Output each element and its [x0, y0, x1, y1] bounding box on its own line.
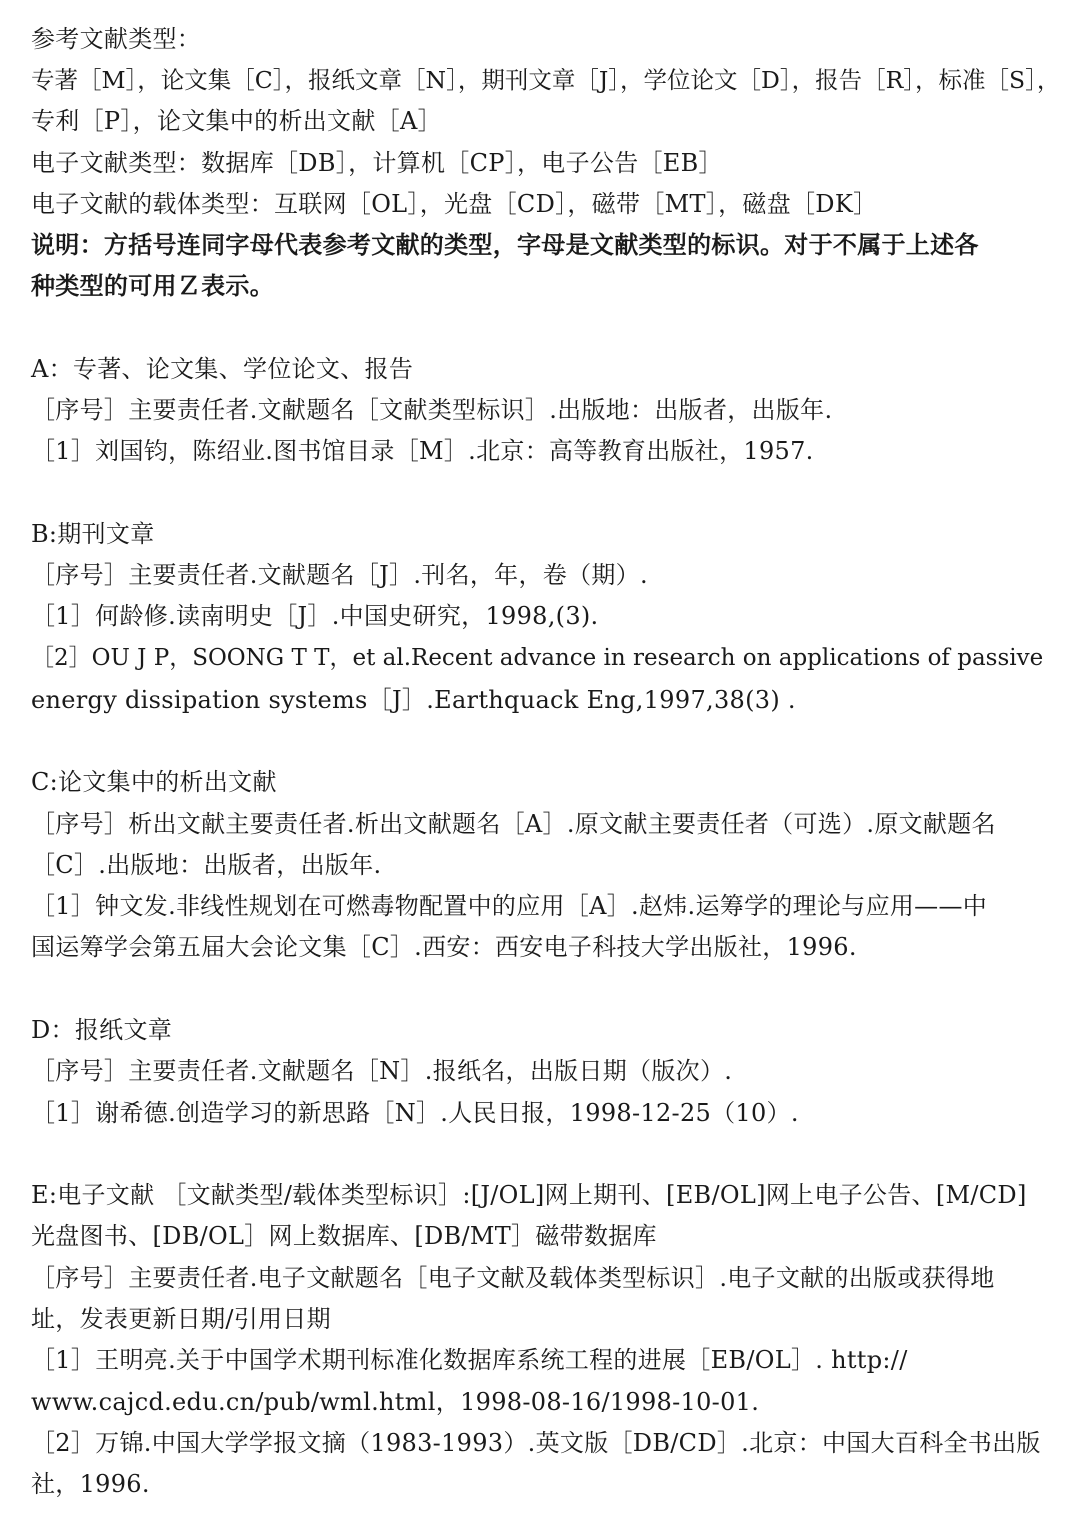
note-line-2: 种类型的可用Ｚ表示。 [31, 272, 274, 300]
section-e-title-line-1: E:电子文献 ［文献类型/载体类型标识］:[J/OL]网上期刊、[EB/OL]网上电子公告、[M/CD] [31, 1181, 1027, 1209]
section-e-format-line-1: ［序号］主要责任者.电子文献题名［电子文献及载体类型标识］.电子文献的出版或获得地 [31, 1264, 995, 1292]
section-b-title: B:期刊文章 [31, 520, 155, 548]
section-d-example-1: ［1］谢希德.创造学习的新思路［N］.人民日报，1998-12-25（10）. [31, 1099, 799, 1127]
section-c-format-line-1: ［序号］析出文献主要责任者.析出文献题名［A］.原文献主要责任者（可选）.原文献题名 [31, 810, 996, 838]
section-a-example-1: ［1］刘国钧，陈绍业.图书馆目录［M］.北京：高等教育出版社，1957. [31, 437, 814, 465]
section-e-example-2-line-2: 社，1996. [31, 1470, 150, 1498]
note-line-1: 说明：方括号连同字母代表参考文献的类型，字母是文献类型的标识。对于不属于上述各 [31, 231, 979, 259]
section-d-title: D：报纸文章 [31, 1016, 173, 1044]
section-c-example-1-line-1: ［1］钟文发.非线性规划在可燃毒物配置中的应用［A］.赵炜.运筹学的理论与应用——中 [31, 892, 988, 920]
section-e-title-line-2: 光盘图书、[DB/OL］网上数据库、[DB/MT］磁带数据库 [31, 1222, 657, 1250]
section-a-format: ［序号］主要责任者.文献题名［文献类型标识］.出版地：出版者，出版年. [31, 396, 833, 424]
section-b-example-2-line-1: ［2］OU J P，SOONG T T，et al.Recent advance in research on applications of passive [31, 645, 1044, 671]
section-e-example-2-line-1: ［2］万锦.中国大学学报文摘（1983-1993）.英文版［DB/CD］.北京：中国大百科全书出版 [31, 1429, 1041, 1457]
section-a-title: A：专著、论文集、学位论文、报告 [31, 355, 414, 383]
section-e-example-1-line-1: ［1］王明亮.关于中国学术期刊标准化数据库系统工程的进展［EB/OL］. http:// [31, 1346, 908, 1374]
section-b-example-2-line-2: energy dissipation systems［J］.Earthquack Eng,1997,38(3) . [31, 686, 796, 714]
section-b-example-1: ［1］何龄修.读南明史［J］.中国史研究，1998,(3). [31, 602, 599, 630]
section-e-format-line-2: 址，发表更新日期/引用日期 [31, 1305, 331, 1333]
types-line-2: 专利［P］，论文集中的析出文献［A］ [31, 107, 442, 135]
section-d-format: ［序号］主要责任者.文献题名［N］.报纸名，出版日期（版次）. [31, 1057, 733, 1085]
carrier-types-line: 电子文献的载体类型：互联网［OL］，光盘［CD］，磁带［MT］，磁盘［DK］ [31, 190, 878, 218]
section-c-example-1-line-2: 国运筹学会第五届大会论文集［C］.西安：西安电子科技大学出版社，1996. [31, 933, 857, 961]
section-c-format-line-2: ［C］.出版地：出版者，出版年. [31, 851, 382, 879]
section-b-format: ［序号］主要责任者.文献题名［J］.刊名，年，卷（期）. [31, 561, 648, 589]
types-line-1: 专著［M］，论文集［C］，报纸文章［N］，期刊文章［J］，学位论文［D］，报告［R］，标准［S］， [31, 66, 1061, 94]
section-e-example-1-line-2: www.cajcd.edu.cn/pub/wml.html，1998-08-16/1998-10-01. [31, 1388, 760, 1416]
intro-heading: 参考文献类型： [31, 25, 202, 53]
section-c-title: C:论文集中的析出文献 [31, 768, 277, 796]
electronic-types-line: 电子文献类型：数据库［DB］，计算机［CP］，电子公告［EB］ [31, 149, 723, 177]
